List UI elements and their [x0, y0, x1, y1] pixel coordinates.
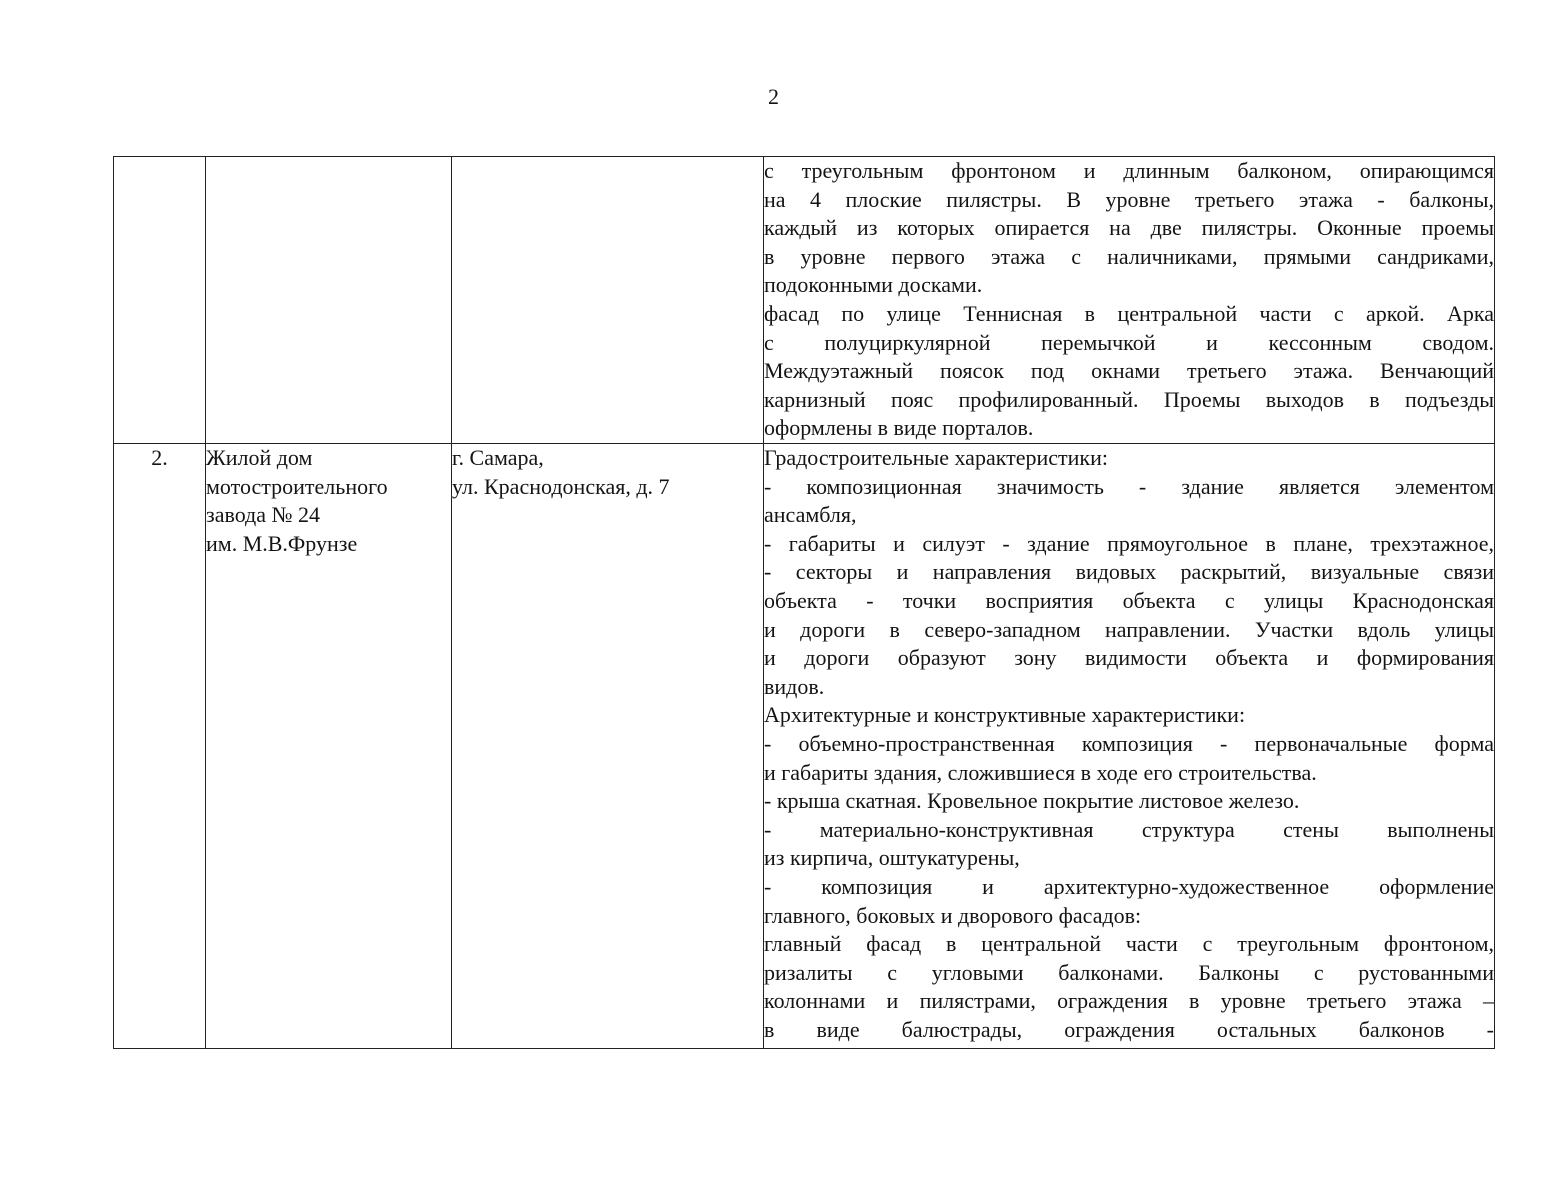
text-line: ансамбля,	[764, 502, 857, 528]
address-cell	[452, 157, 764, 444]
text-line: из кирпича, оштукатурены,	[764, 845, 1020, 871]
text-line: в виде балюстрады, ограждения остальных балконов -	[764, 1016, 1494, 1042]
text-line: каждый из которых опирается на две пилястры. Оконные проемы	[764, 215, 1494, 241]
text-line: г. Самара,	[452, 445, 544, 470]
text-line: и дороги в северо-западном направлении. Участки вдоль улицы	[764, 616, 1494, 642]
text-line: - объемно-пространственная композиция - первоначальные форма	[764, 730, 1494, 756]
text-line: видов.	[764, 673, 825, 699]
text-line: Архитектурные и конструктивные характеристики:	[764, 702, 1246, 728]
text-line: мотостроительного	[206, 473, 388, 499]
text-line: главного, боковых и дворового фасадов:	[764, 902, 1142, 928]
heritage-objects-table	[113, 156, 1495, 1049]
text-line: фасад по улице Теннисная в центральной части с аркой. Арка	[764, 300, 1494, 326]
text-line: главный фасад в центральной части с треугольным фронтоном,	[764, 931, 1494, 957]
page-number: 2	[768, 84, 779, 109]
text-line: - габариты и силуэт - здание прямоугольное в плане, трехэтажное,	[764, 530, 1494, 556]
row-number-cell: 2.	[114, 444, 206, 1049]
text-line: на 4 плоские пилястры. В уровне третьего этажа - балконы,	[764, 186, 1494, 212]
text-line: колоннами и пилястрами, ограждения в уровне третьего этажа –	[764, 988, 1494, 1014]
text-line: Градостроительные характеристики:	[764, 445, 1108, 470]
table-row	[114, 157, 1495, 444]
row-number-cell	[114, 157, 206, 444]
text-line: - крыша скатная. Кровельное покрытие листовое железо.	[764, 788, 1300, 814]
text-line: завода № 24	[206, 502, 321, 528]
object-name-cell	[206, 444, 452, 1049]
text-line: ризалиты с угловыми балконами. Балконы с рустованными	[764, 959, 1494, 985]
text-line: - секторы и направления видовых раскрытий, визуальные связи	[764, 559, 1494, 585]
text-line: с треугольным фронтоном и длинным балконом, опирающимся	[764, 158, 1494, 183]
text-line: Жилой дом	[206, 445, 313, 470]
text-line: оформлены в виде порталов.	[764, 415, 1034, 441]
text-line: ул. Краснодонская, д. 7	[452, 473, 670, 499]
text-line: и дороги образуют зону видимости объекта и формирования	[764, 645, 1494, 671]
text-line: - композиционная значимость - здание является элементом	[764, 473, 1494, 499]
address-cell	[452, 444, 764, 1049]
text-line: и габариты здания, сложившиеся в ходе его строительства.	[764, 759, 1317, 785]
text-line: - материально-конструктивная структура стены выполнены	[764, 816, 1494, 842]
table-row	[114, 444, 1495, 1049]
text-line: Междуэтажный поясок под окнами третьего этажа. Венчающий	[764, 358, 1494, 384]
description-cell	[764, 444, 1495, 1049]
text-line: карнизный пояс профилированный. Проемы выходов в подъезды	[764, 386, 1494, 412]
text-line: - композиция и архитектурно-художественное оформление	[764, 873, 1494, 899]
object-name-cell	[206, 157, 452, 444]
text-line: в уровне первого этажа с наличниками, прямыми сандриками,	[764, 243, 1494, 269]
text-line: подоконными досками.	[764, 272, 983, 298]
text-line: им. М.В.Фрунзе	[206, 530, 358, 556]
text-line: объекта - точки восприятия объекта с улицы Краснодонская	[764, 587, 1494, 613]
description-cell	[764, 157, 1495, 444]
text-line: с полуциркулярной перемычкой и кессонным сводом.	[764, 329, 1494, 355]
